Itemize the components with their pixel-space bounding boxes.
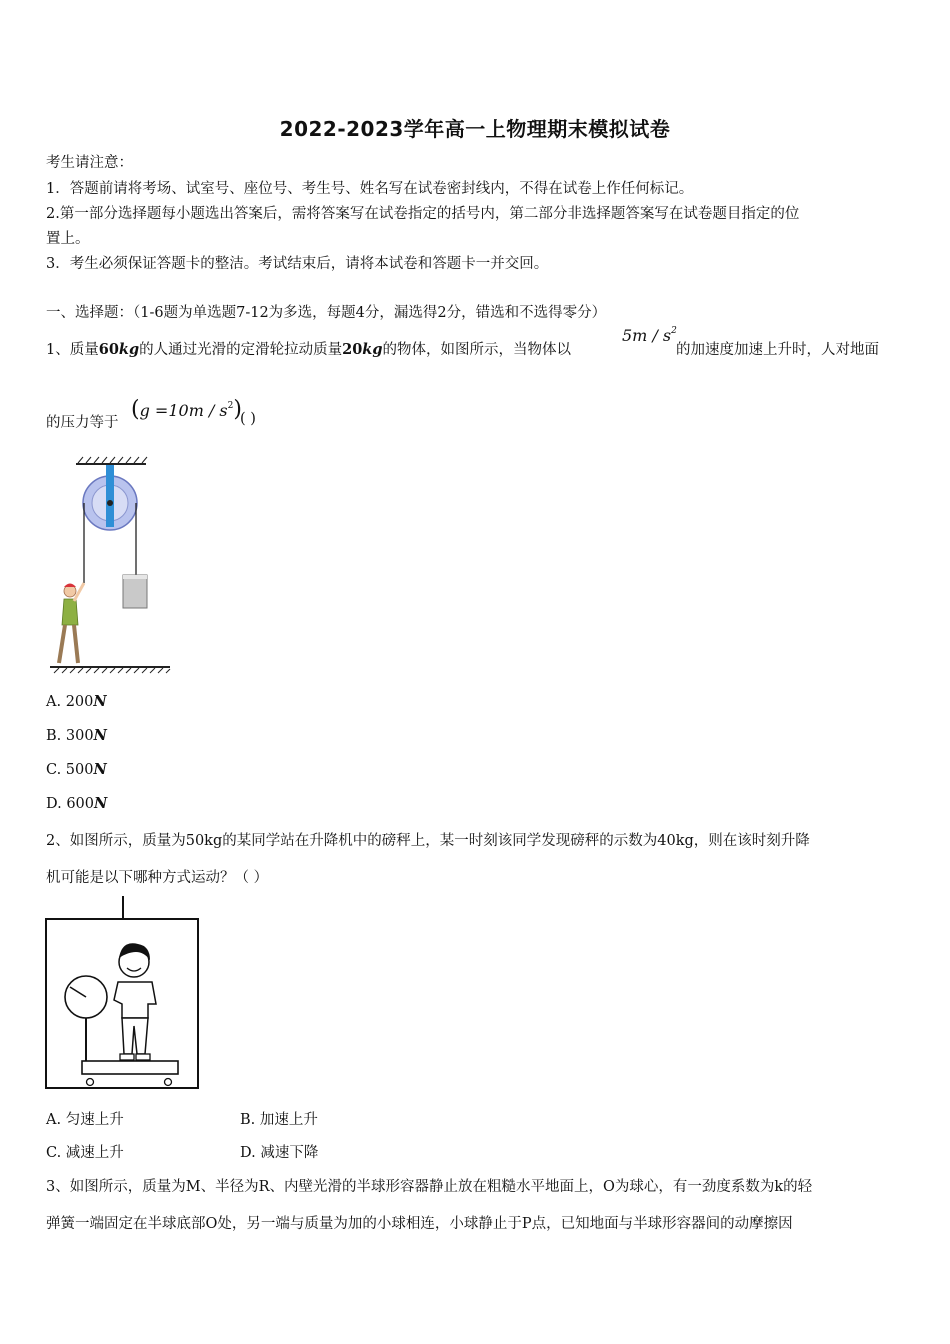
person-leg-right bbox=[74, 625, 78, 663]
weight-top bbox=[123, 575, 147, 579]
elevator-figure bbox=[44, 896, 202, 1092]
q1-answer-blank: ( ) bbox=[240, 411, 256, 427]
q1-option-c[interactable] bbox=[46, 761, 107, 778]
q1-unit-kg-2: kg bbox=[362, 341, 383, 358]
q1-mass2: 20 bbox=[342, 341, 363, 358]
q1-stem-line2 bbox=[46, 411, 119, 432]
q1-text-c: 的物体，如图所示，当物体以 bbox=[382, 342, 571, 358]
q3-stem-line1: 3、如图所示，质量为M、半径为R、内壁光滑的半球形容器静止放在粗糙水平地面上，O为球心，有一劲度系数为k的轻 bbox=[46, 1179, 813, 1195]
q1-option-c-unit: N bbox=[93, 761, 107, 778]
person-body bbox=[62, 599, 78, 625]
notice-item-1: 1．答题前请将考场、试室号、座位号、考生号、姓名写在试卷密封线内，不得在试卷上作任何标记。 bbox=[46, 181, 694, 197]
q2-option-a[interactable]: A. 匀速上升 bbox=[46, 1112, 124, 1128]
q2-option-d[interactable]: D. 减速下降 bbox=[240, 1145, 319, 1161]
q1-g-expression: $(g =10m / s^2)$ bbox=[131, 397, 242, 422]
student-shoe-left bbox=[120, 1054, 134, 1060]
q2-option-c[interactable]: C. 减速上升 bbox=[46, 1145, 124, 1161]
q1-unit-kg: kg bbox=[118, 341, 140, 358]
notice-heading: 考生请注意： bbox=[46, 155, 133, 171]
q1-option-c-text: C. 500 bbox=[46, 762, 94, 778]
q1-accel-exp: 2 bbox=[671, 326, 677, 336]
notice-item-2: 2.第一部分选择题每小题选出答案后，需将答案写在试卷指定的括号内，第二部分非选择题答案写在试卷题目指定的位 bbox=[46, 206, 800, 222]
q1-option-b-unit: N bbox=[93, 727, 107, 744]
q1-option-d[interactable] bbox=[46, 795, 107, 812]
q1-text-e: 的压力等于 bbox=[46, 415, 119, 431]
q1-option-a-unit: N bbox=[93, 693, 107, 710]
scale-platform bbox=[82, 1061, 178, 1074]
pulley-figure bbox=[48, 455, 178, 675]
q1-accel bbox=[622, 326, 677, 345]
q1-option-d-unit: N bbox=[94, 795, 108, 812]
student-shoe-right bbox=[136, 1054, 150, 1060]
q1-option-d-text: D. 600 bbox=[46, 796, 95, 812]
pulley-axle bbox=[107, 500, 113, 506]
person-cap bbox=[64, 584, 76, 588]
notice-item-2-cont: 置上。 bbox=[46, 231, 90, 247]
page-title: 2022-2023学年高一上物理期末模拟试卷 bbox=[279, 117, 671, 141]
q1-g-value: g =10m / s bbox=[139, 401, 228, 420]
q1-option-b[interactable] bbox=[46, 727, 107, 744]
q2-stem-line1: 2、如图所示，质量为50kg的某同学站在升降机中的磅秤上，某一时刻该同学发现磅秤的示数为40kg，则在该时刻升降 bbox=[46, 833, 810, 849]
q1-mass: 60 bbox=[98, 341, 119, 358]
q3-stem-line2: 弹簧一端固定在半球底部O处，另一端与质量为加的小球相连，小球静止于P点，已知地面与半球形容器间的动摩擦因 bbox=[46, 1216, 793, 1232]
scale-wheel-right bbox=[165, 1079, 172, 1086]
ceiling-hatch bbox=[78, 457, 147, 463]
q2-stem-line2: 机可能是以下哪种方式运动？（ ） bbox=[46, 870, 269, 886]
q1-option-a-text: A. 200 bbox=[46, 694, 94, 710]
q1-text-d: 的加速度加速上升时，人对地面 bbox=[676, 342, 879, 358]
q1-text-b: 的人通过光滑的定滑轮拉动质量 bbox=[139, 342, 343, 358]
q1-text-a: 1、质量 bbox=[46, 342, 99, 358]
q1-g-exp: 2 bbox=[227, 401, 234, 411]
q1-stem-line1 bbox=[46, 338, 571, 359]
floor-hatch bbox=[54, 668, 170, 673]
q2-option-b[interactable]: B. 加速上升 bbox=[240, 1112, 318, 1128]
section-heading: 一、选择题：（1-6题为单选题7-12为多选，每题4分，漏选得2分，错选和不选得零分） bbox=[46, 305, 607, 321]
q1-option-b-text: B. 300 bbox=[46, 728, 94, 744]
person-leg-left bbox=[59, 625, 65, 663]
weight-block bbox=[123, 575, 147, 608]
notice-item-3: 3．考生必须保证答题卡的整洁。考试结束后，请将本试卷和答题卡一并交回。 bbox=[46, 256, 549, 272]
pulley-bracket bbox=[106, 465, 114, 527]
q1-accel-value: 5m / s bbox=[622, 326, 672, 345]
scale-wheel-left bbox=[87, 1079, 94, 1086]
q1-option-a[interactable] bbox=[46, 693, 107, 710]
